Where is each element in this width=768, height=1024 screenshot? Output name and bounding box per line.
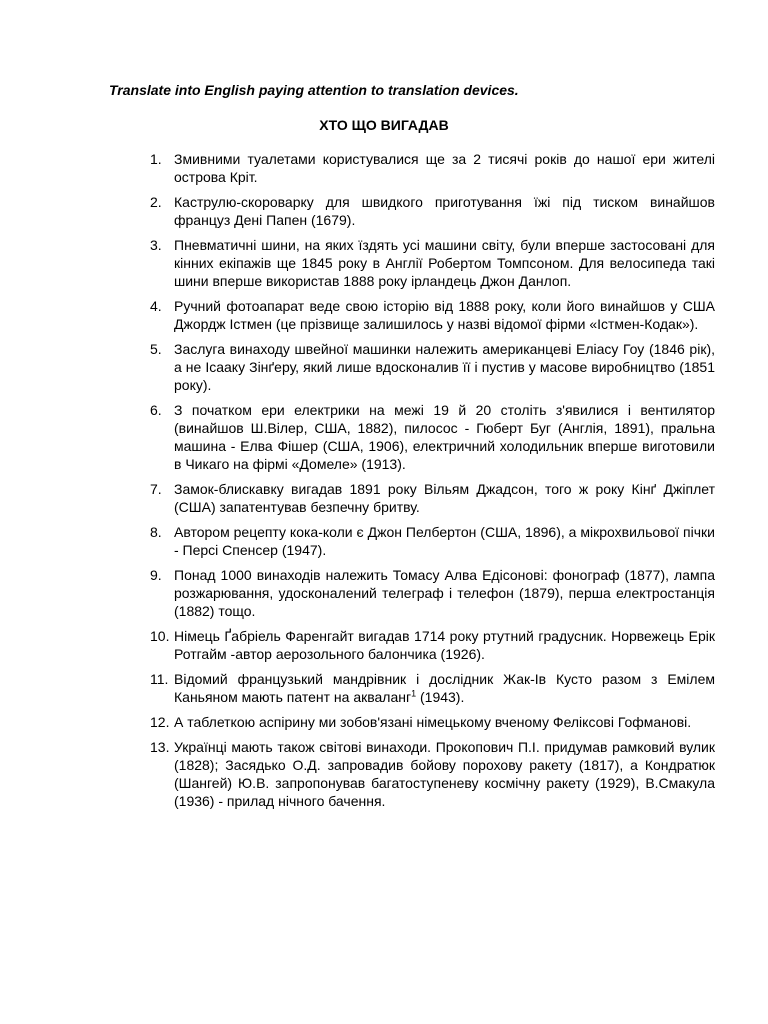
list-item: [145, 713, 715, 731]
item-number: 12.: [150, 714, 170, 730]
list-item: [145, 523, 715, 559]
item-text-tail: (1943).: [416, 689, 465, 705]
item-text: Замок-блискавку вигадав 1891 року Вільям Джадсон, того ж року Кінґ Джіплет (США) запатентував безпечну бритву.: [174, 481, 715, 515]
list-item: [145, 340, 715, 394]
item-text: Автором рецепту кока-коли є Джон Пелбертон (США, 1896), а мікрохвильової пічки - Персі Спенсер (1947).: [174, 524, 715, 558]
item-number: 8.: [150, 524, 162, 540]
list-item: [145, 401, 715, 473]
item-number: 5.: [150, 341, 162, 357]
item-number: 10.: [150, 628, 170, 644]
item-number: 9.: [150, 567, 162, 583]
instruction-text: Translate into English paying attention to translation devices.: [109, 82, 519, 98]
item-number: 4.: [150, 298, 162, 314]
item-text: Українці мають також світові винаходи. Прокопович П.І. придумав рамковий вулик (1828); Засядько О.Д. запровадив бойову порохову ракету (1817), а Кондратюк (Шангей) Ю.В. запропонував багатоступеневу космічну ракету (1929), В.Смакула (1936) - прилад нічного бачення.: [174, 739, 715, 809]
list-item: [145, 566, 715, 620]
item-text: Відомий французький мандрівник і дослідник Жак-Ів Кусто разом з Емілем Каньяном мають патент на акваланг: [174, 671, 715, 705]
item-text: А таблеткою аспірину ми зобов'язані німецькому вченому Феліксові Гофманові.: [174, 714, 692, 730]
item-number: 13.: [150, 739, 170, 755]
item-number: 11.: [150, 671, 169, 687]
item-text: Німець Ґабріель Фаренгайт вигадав 1714 року ртутний градусник. Норвежець Ерік Ротгайм -автор аерозольного балончика (1926).: [174, 628, 715, 662]
item-text: Заслуга винаходу швейної машинки належить американцеві Еліасу Гоу (1846 рік), а не Ісааку Зінґеру, який лише вдосконалив її і пустив у масове виробництво (1851 року).: [174, 341, 715, 393]
item-number: 1.: [150, 151, 162, 167]
item-text: Понад 1000 винаходів належить Томасу Алва Едісонові: фонограф (1877), лампа розжарювання, удосконалений телеграф і телефон (1879), перша електростанція (1882) тощо.: [174, 567, 715, 619]
footnote-marker: 1: [411, 688, 417, 699]
list-item: [145, 738, 715, 810]
page-title: ХТО ЩО ВИГАДАВ: [319, 117, 449, 133]
item-text: З початком ери електрики на межі 19 й 20 століть з'явилися і вентилятор (винайшов Ш.Вілер, США, 1882), пилосос - Гюберт Буг (Англія, 1891), пральна машина - Елва Фішер (США, 1906), електричний холодильник вперше виготовили в Чикаго на фірмі «Домеле» (1913).: [174, 402, 715, 472]
item-number: 6.: [150, 402, 162, 418]
item-text: Змивними туалетами користувалися ще за 2 тисячі років до нашої ери жителі острова Кріт.: [174, 151, 715, 185]
item-text: Пневматичні шини, на яких їздять усі машини світу, були вперше застосовані для кінних екіпажів ще 1845 року в Англії Робертом Томпсоном. Для велосипеда такі шини вперше використав 1888 року ірландець Джон Данлоп.: [174, 237, 715, 289]
list-item: [145, 150, 715, 186]
item-text: Каструлю-скороварку для швидкого приготування їжі під тиском винайшов француз Дені Папен (1679).: [174, 194, 715, 228]
item-number: 7.: [150, 481, 162, 497]
list-item: [145, 193, 715, 229]
item-number: 3.: [150, 237, 162, 253]
item-number: 2.: [150, 194, 162, 210]
list-item: [145, 670, 715, 706]
inventions-list: [145, 150, 715, 817]
list-item: [145, 236, 715, 290]
item-text: Ручний фотоапарат веде свою історію від 1888 року, коли його винайшов у США Джордж Істмен (це прізвище залишилось у назві відомої фірми «Істмен-Кодак»).: [174, 298, 715, 332]
list-item: [145, 480, 715, 516]
list-item: [145, 297, 715, 333]
list-item: [145, 627, 715, 663]
